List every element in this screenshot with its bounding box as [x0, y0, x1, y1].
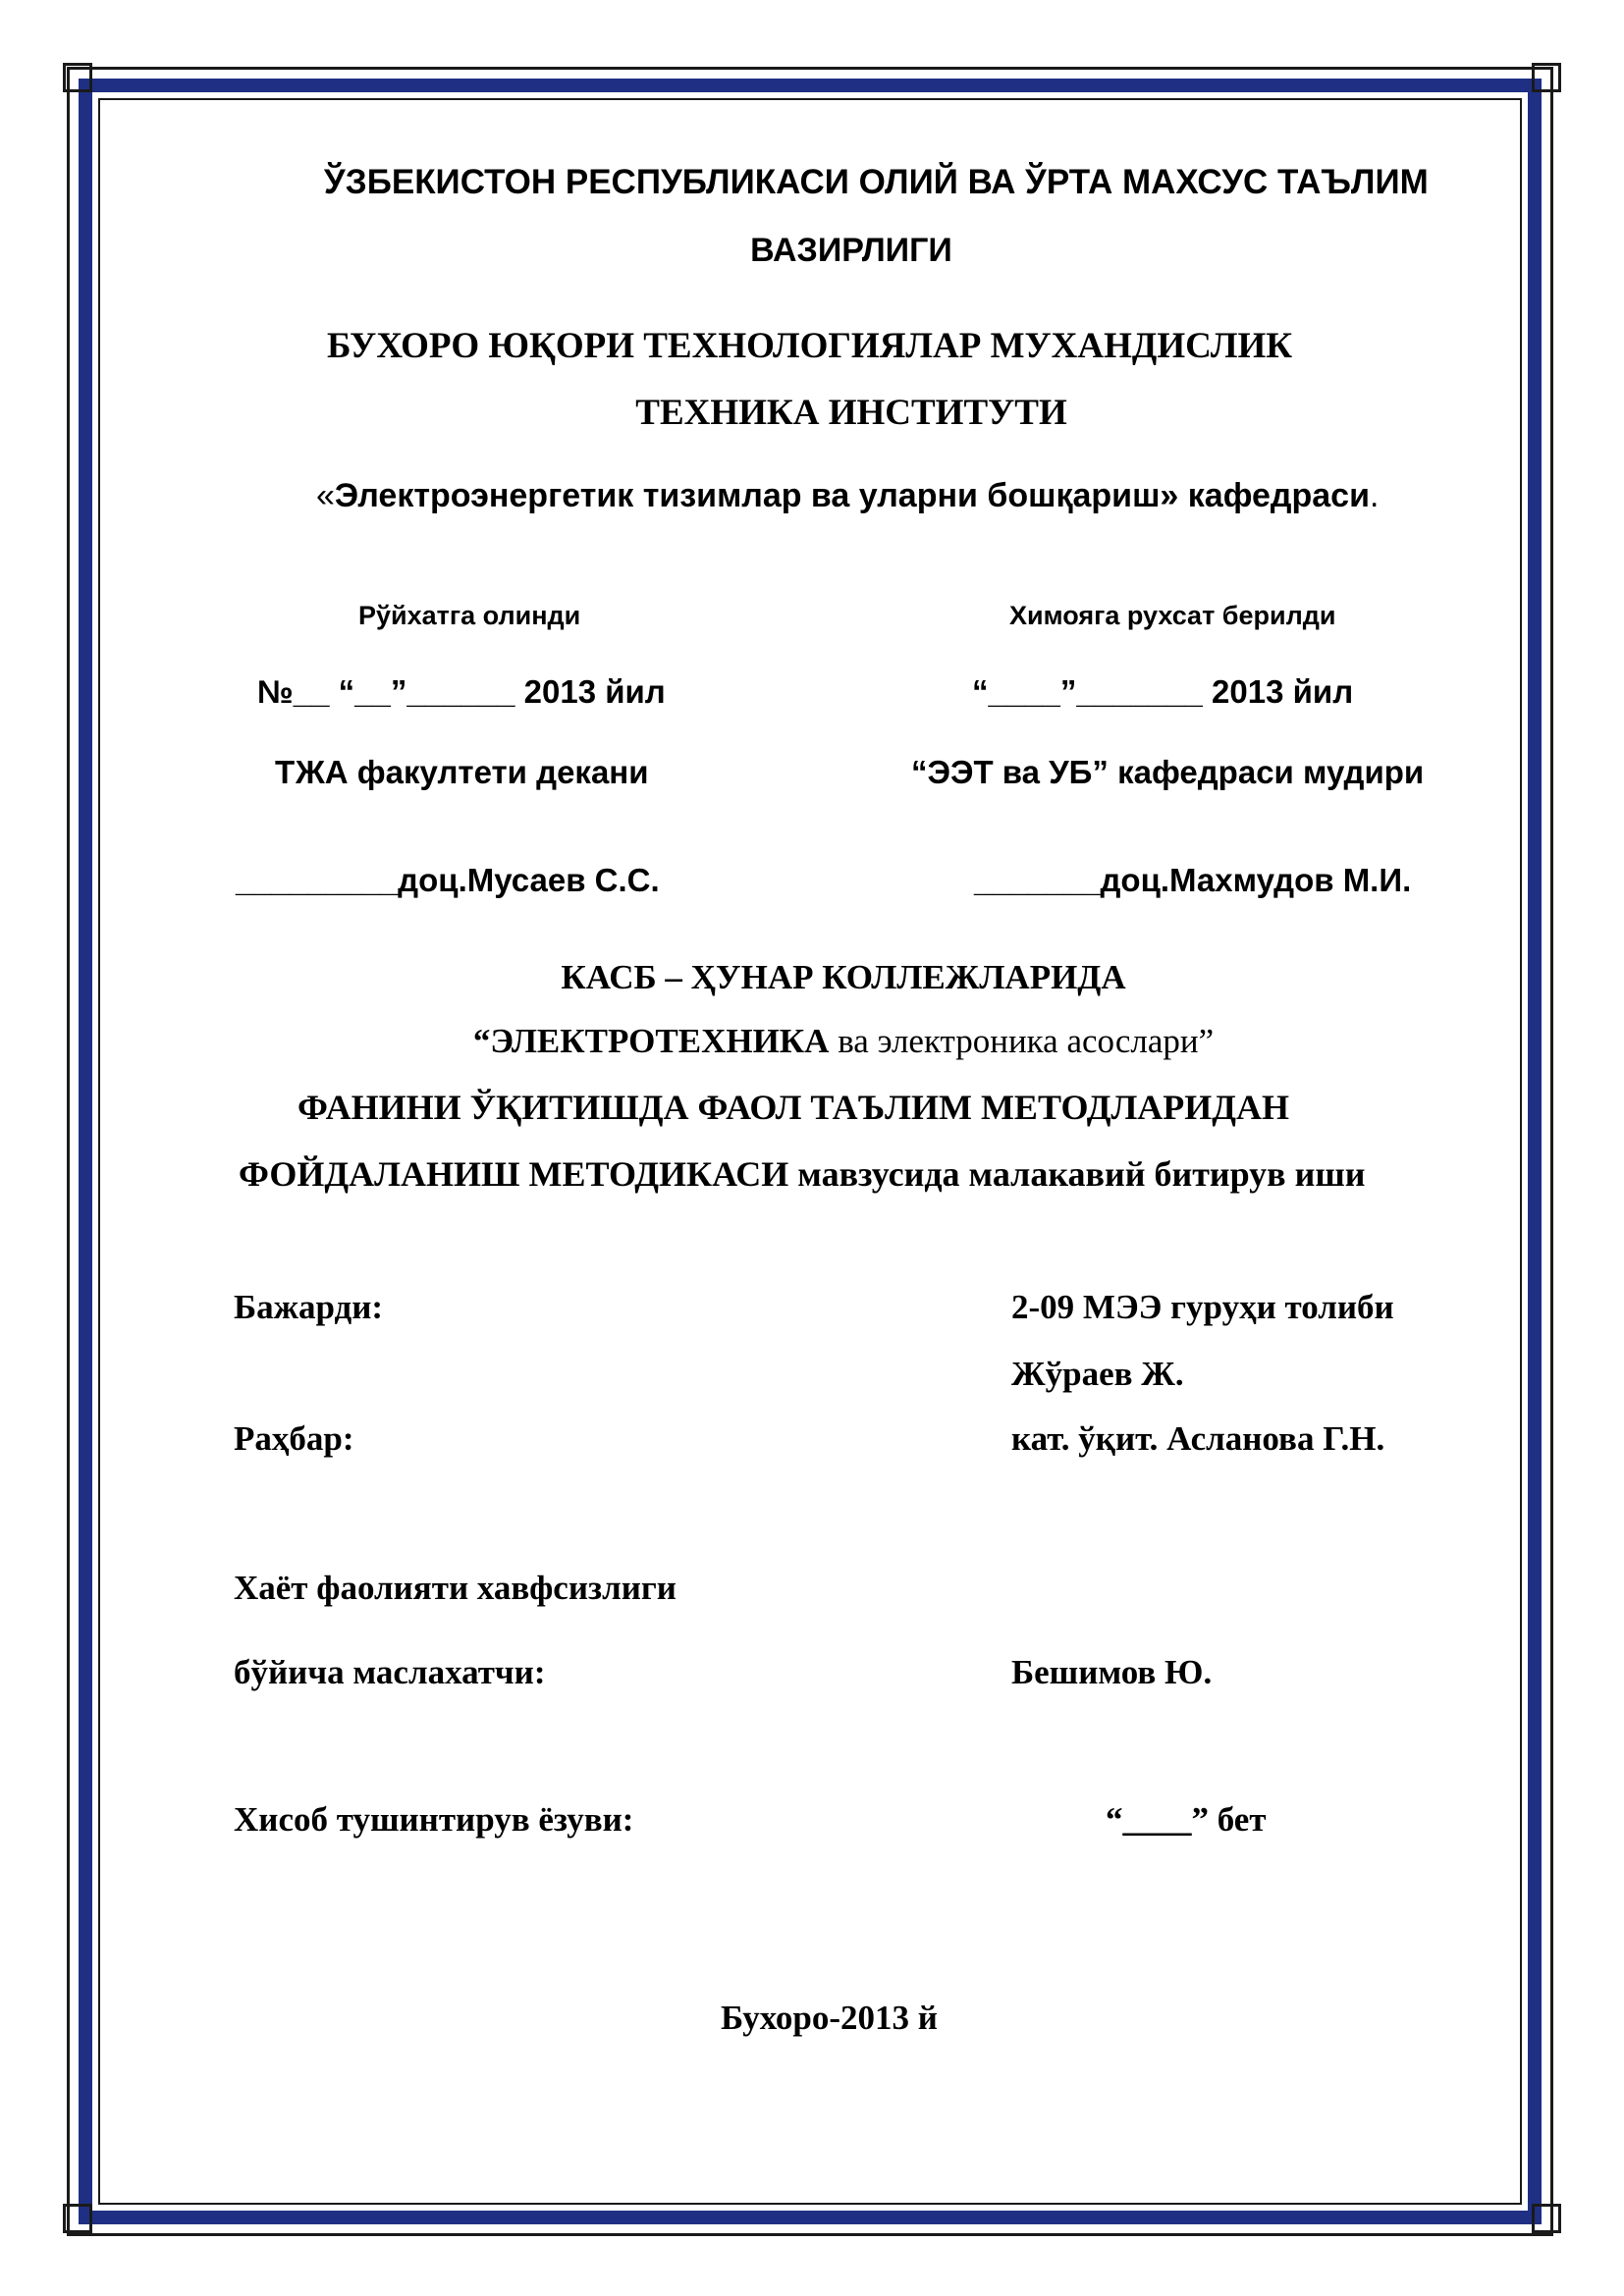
- topic-subject-bold: “ЭЛЕКТРОТЕХНИКА: [472, 1022, 830, 1060]
- department-head-signature: _______доц.Махмудов М.И.: [974, 862, 1412, 898]
- topic-line-4: ФОЙДАЛАНИШ МЕТОДИКАСИ мавзусида малакавий битирув иши: [239, 1154, 1366, 1194]
- dean-signature: _________доц.Мусаев С.С.: [236, 862, 660, 898]
- department-dot: .: [1369, 477, 1380, 514]
- department-open-quote: «: [316, 477, 335, 514]
- performed-name: Жўраев Ж.: [1011, 1355, 1184, 1393]
- frame-corner-ornament: [63, 63, 92, 92]
- department-name: [316, 479, 1379, 512]
- department-name-text: Электроэнергетик тизимлар ва уларни бошқариш» кафедраси: [334, 477, 1370, 514]
- report-label: Хисоб тушинтирув ёзуви:: [234, 1800, 634, 1839]
- performed-group: 2-09 МЭЭ гуруҳи толиби: [1011, 1288, 1394, 1326]
- ministry-line-2: ВАЗИРЛИГИ: [750, 232, 952, 269]
- supervisor-label: Раҳбар:: [234, 1419, 354, 1458]
- registration-date-line: №__ “__”______ 2013 йил: [257, 673, 666, 710]
- defense-permitted-title: Химояга рухсат берилди: [1009, 601, 1336, 630]
- performed-label: Бажарди:: [234, 1288, 384, 1326]
- report-pages: “____” бет: [1106, 1800, 1267, 1839]
- institute-line-2: ТЕХНИКА ИНСТИТУТИ: [635, 393, 1067, 433]
- topic-subject-normal: ва электроника асослари”: [829, 1022, 1215, 1060]
- safety-consultant-name: Бешимов Ю.: [1011, 1653, 1213, 1691]
- registered-title: Рўйхатга олинди: [358, 601, 581, 630]
- topic-line-1: КАСБ – ҲУНАР КОЛЛЕЖЛАРИДА: [561, 958, 1126, 996]
- institute-line-1: БУХОРО ЮҚОРИ ТЕХНОЛОГИЯЛАР МУХАНДИСЛИК: [327, 326, 1293, 366]
- topic-line-2: [0, 1024, 1624, 1058]
- department-head-position: “ЭЭТ ва УБ” кафедраси мудири: [911, 754, 1425, 790]
- ministry-line-1: ЎЗБЕКИСТОН РЕСПУБЛИКАСИ ОЛИЙ ВА ЎРТА МАХСУС ТАЪЛИМ: [324, 163, 1429, 201]
- topic-line-3: ФАНИНИ ЎҚИТИШДА ФАОЛ ТАЪЛИМ МЕТОДЛАРИДАН: [298, 1088, 1290, 1127]
- frame-corner-ornament: [1532, 2204, 1561, 2233]
- safety-consultant-label-2: бўйича маслахатчи:: [234, 1653, 546, 1691]
- safety-consultant-label-1: Хаёт фаолияти хавфсизлиги: [234, 1569, 677, 1607]
- city-year: Бухоро-2013 й: [721, 1999, 938, 2037]
- dean-position: ТЖА факултети декани: [275, 754, 649, 790]
- frame-corner-ornament: [1532, 63, 1561, 92]
- defense-date-line: “____”_______ 2013 йил: [972, 673, 1354, 710]
- supervisor-name: кат. ўқит. Асланова Г.Н.: [1011, 1419, 1385, 1458]
- frame-corner-ornament: [63, 2204, 92, 2233]
